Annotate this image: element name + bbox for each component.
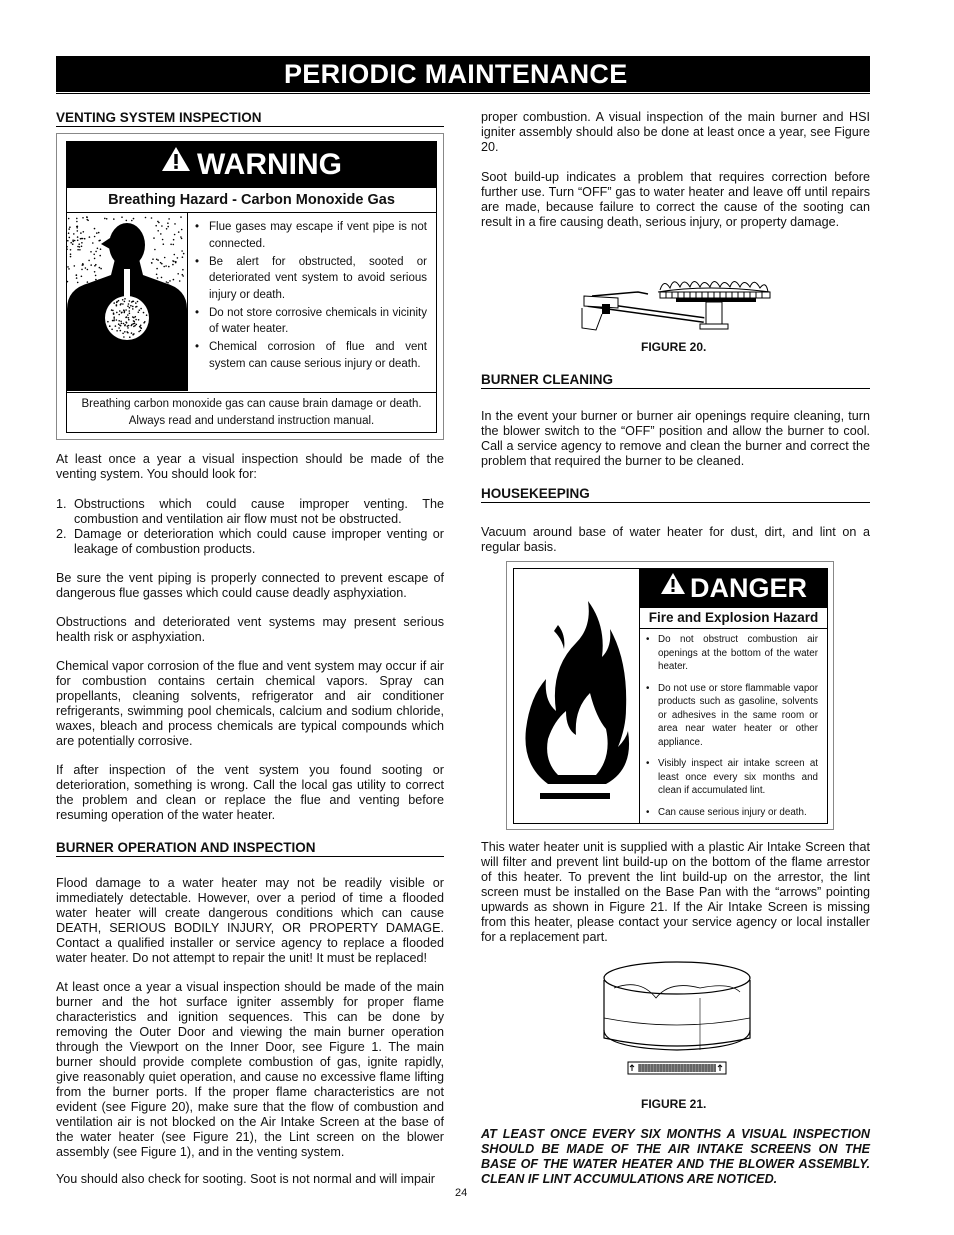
warning-bullet: • Do not store corrosive chemicals in vicinity of water heater.	[195, 305, 427, 338]
venting-checklist	[56, 497, 444, 557]
burner-paragraph: At least once a year a visual inspection should be made of the main burner and the hot surface igniter assembly for proper flame characteristics and ignition sequences. This can be done by removing the Outer Door and viewing the main burner operation through the Viewport on the Inner Door, see Figure 1. The main burner should provide complete combustion of gas, ignite rapidly, give reasonably quiet operation, and cause no excessive flame lifting from the burner ports. If the proper flame characteristics are not evident (see Figure 20), make sure that the flow of combustion and ventilation air is not blocked on the Air Intake Screen at the base of the water heater (see Figure 21), the Lint screen on the blower assembly (see Figure 1), and in the venting system.	[56, 980, 444, 1159]
housekeeping-paragraph: Vacuum around base of water heater for dust, dirt, and lint on a regular basis.	[481, 525, 870, 554]
air-intake-screen-figure	[600, 958, 754, 1082]
title-rule	[56, 93, 870, 94]
inspection-notice: AT LEAST ONCE EVERY SIX MONTHS A VISUAL INSPECTION SHOULD BE MADE OF THE AIR INTAKE SCREENS ON THE BASE OF THE WATER HEATER AND THE BLOWER ASSEMBLY. CLEAN IF LINT ACCUMULATIONS ARE NOTICED.	[481, 1127, 870, 1186]
burner-paragraph: Soot build-up indicates a problem that requires correction before further use. Turn “OFF” gas to water heater and leave off until repairs are made, because failure to correct the cause of the sooting can result in a fire causing death, serious injury, or property damage.	[481, 170, 870, 229]
venting-paragraph: Obstructions and deteriorated vent systems may present serious health risk or asphyxiation.	[56, 615, 444, 644]
housekeeping-heading: HOUSEKEEPING	[481, 486, 870, 503]
figure-21-caption: FIGURE 21.	[641, 1097, 707, 1111]
burner-paragraph: Flood damage to a water heater may not be readily visible or immediately detectable. However, over a period of time a flooded water heater will create dangerous conditions which can cause DEATH, SERIOUS BODILY INJURY, OR PROPERTY DAMAGE. Contact a qualified installer or service agency to replace a flooded water heater. Do not attempt to repair the unit! It must be replaced!	[56, 876, 444, 965]
danger-bullet: • Do not use or store flammable vapor products such as gasoline, solvents or adhesives in the same room or area near water heater or other appliance.	[646, 682, 818, 750]
burner-flame-figure	[578, 274, 774, 336]
warning-bullet-list	[195, 219, 427, 374]
danger-header	[640, 569, 827, 608]
burner-paragraph: proper combustion. A visual inspection of the main burner and HSI igniter assembly should also be done at least once a year, see Figure 20.	[481, 110, 870, 154]
danger-bullet-list	[646, 633, 818, 827]
danger-bullet: • Do not obstruct combustion air openings at the bottom of the water heater.	[646, 633, 818, 674]
danger-bullet: • Visibly inspect air intake screen at least once every six months and clean if accumulated lint.	[646, 757, 818, 798]
danger-subtitle: Fire and Explosion Hazard	[640, 608, 827, 629]
venting-paragraph: Be sure the vent piping is properly connected to prevent escape of dangerous flue gasses which could cause deadly asphyxiation.	[56, 571, 444, 600]
venting-intro: At least once a year a visual inspection should be made of the venting system. You should look for:	[56, 452, 444, 481]
danger-triangle-icon	[660, 567, 686, 606]
danger-label	[513, 568, 828, 824]
warning-triangle-icon	[161, 140, 191, 186]
warning-footer-line: Always read and understand instruction manual.	[128, 415, 375, 427]
figure-20-caption: FIGURE 20.	[641, 340, 707, 354]
warning-label	[66, 141, 437, 433]
gas-inhalation-pictogram	[67, 213, 188, 391]
burner-cleaning-heading: BURNER CLEANING	[481, 372, 870, 389]
warning-header	[67, 142, 436, 188]
danger-title: DANGER	[689, 573, 807, 603]
burner-paragraph: You should also check for sooting. Soot is not normal and will impair	[56, 1172, 435, 1186]
fire-pictogram	[514, 569, 640, 823]
list-item: 1. Obstructions which could cause improper venting. The combustion and ventilation air flow must not be obstructed.	[56, 497, 444, 526]
warning-footer	[67, 392, 436, 432]
burner-operation-heading: BURNER OPERATION AND INSPECTION	[56, 840, 444, 857]
warning-footer-line: Breathing carbon monoxide gas can cause brain damage or death.	[81, 398, 422, 410]
warning-bullet: • Be alert for obstructed, sooted or deteriorated vent system to avoid serious injury or death.	[195, 254, 427, 304]
housekeeping-paragraph: This water heater unit is supplied with a plastic Air Intake Screen that will filter and prevent lint build-up on the bottom of the flame arrestor of this heater. To prevent the lint build-up on the arrestor, the lint screen must be installed on the Base Pan with the “arrows” pointing upwards as shown in Figure 21. If the Air Intake Screen is missing from this heater, please contact your service agency or local installer for a replacement part.	[481, 840, 870, 944]
warning-bullet: • Chemical corrosion of flue and vent system can cause serious injury or death.	[195, 339, 427, 372]
warning-title: WARNING	[197, 148, 342, 181]
list-item: 2. Damage or deterioration which could cause improper venting or leakage of combustion products.	[56, 527, 444, 556]
venting-paragraph: If after inspection of the vent system you found sooting or deterioration, something is wrong. Call the local gas utility to correct the problem and clean or replace the flue and venting before resuming operation of the water heater.	[56, 763, 444, 822]
danger-bullet: • Can cause serious injury or death.	[646, 806, 818, 820]
venting-heading: VENTING SYSTEM INSPECTION	[56, 110, 444, 127]
warning-subtitle: Breathing Hazard - Carbon Monoxide Gas	[67, 188, 436, 213]
page-number: 24	[455, 1187, 468, 1199]
page-title: PERIODIC MAINTENANCE	[56, 56, 870, 92]
warning-bullet: • Flue gases may escape if vent pipe is not connected.	[195, 219, 427, 252]
burner-cleaning-paragraph: In the event your burner or burner air openings require cleaning, turn the blower switch to the “OFF” position and allow the burner to cool. Call a service agency to remove and clean the burner and correct the problem that required the burner to be cleaned.	[481, 409, 870, 468]
venting-paragraph: Chemical vapor corrosion of the flue and vent system may occur if air for combustion contains certain chemical vapors. Spray can propellants, cleaning solvents, refrigerator and air conditioner refrigerants, swimming pool chemicals, calcium and sodium chloride, waxes, bleach and process chemicals are typical compounds which are potentially corrosive.	[56, 659, 444, 748]
